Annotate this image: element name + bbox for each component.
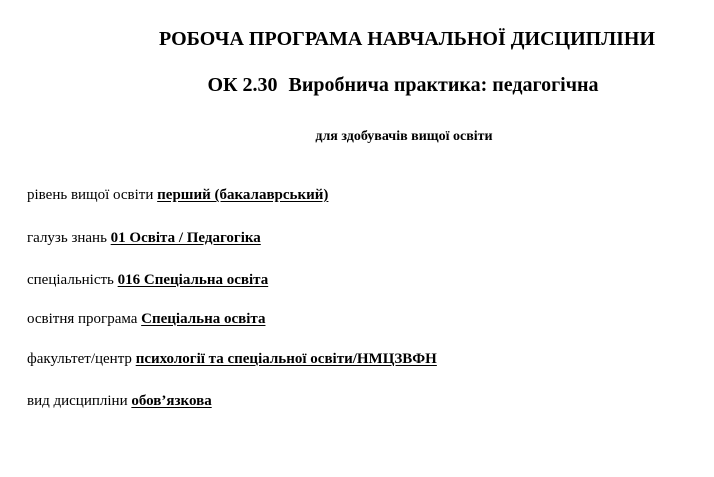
course-name: Виробнича практика: педагогічна [288, 74, 599, 96]
field-value: 01 Освіта / Педагогіка [110, 230, 261, 246]
field-knowledge-area [27, 230, 261, 247]
field-label: рівень вищої освіти [27, 187, 154, 203]
field-specialty [27, 272, 268, 289]
field-label: освітня програма [27, 311, 138, 327]
field-discipline-type [27, 393, 212, 410]
course-title [0, 74, 714, 97]
field-value: 016 Спеціальна освіта [117, 272, 269, 288]
field-label: галузь знань [27, 230, 107, 246]
course-code: ОК 2.30 [207, 74, 278, 96]
field-label: спеціальність [27, 272, 114, 288]
field-label: факультет/центр [27, 351, 132, 367]
document-title: РОБОЧА ПРОГРАМА НАВЧАЛЬНОЇ ДИСЦИПЛІНИ [159, 28, 655, 50]
audience-line: для здобувачів вищої освіти [315, 129, 493, 144]
field-label: вид дисципліни [27, 393, 128, 409]
field-educational-program [27, 311, 265, 328]
field-value: перший (бакалаврський) [157, 187, 329, 203]
field-value: Спеціальна освіта [141, 311, 266, 327]
field-value: психології та спеціальної освіти/НМЦЗВФН [135, 351, 437, 367]
field-education-level [27, 187, 328, 204]
field-value: обов’язкова [131, 393, 212, 409]
field-faculty [27, 351, 437, 368]
